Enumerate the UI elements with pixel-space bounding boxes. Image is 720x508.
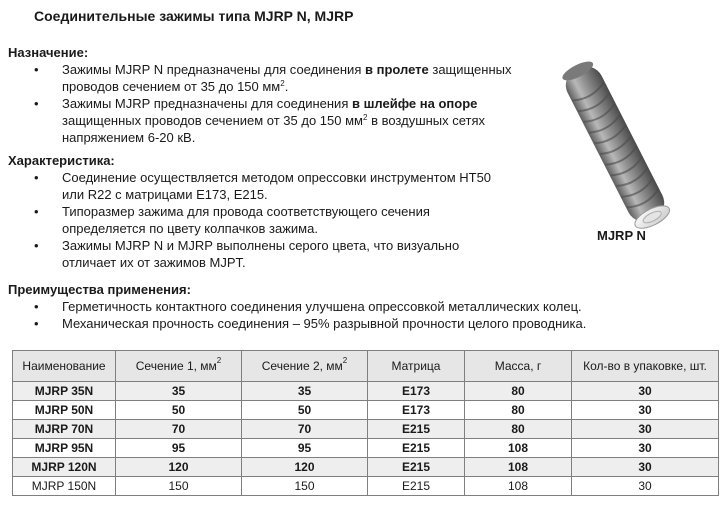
- cell-mass: 108: [465, 439, 572, 458]
- purpose-item-1-post: защищенных проводов сечением от 35 до 150 мм: [62, 62, 512, 94]
- cell-quantity: 30: [572, 382, 719, 401]
- advantages-section: [8, 281, 708, 332]
- header-section-1-sup: 2: [216, 356, 222, 365]
- header-name: Наименование: [13, 351, 116, 382]
- cell-name: MJRP 95N: [13, 439, 116, 458]
- cell-quantity: 30: [572, 458, 719, 477]
- specs-table: [12, 350, 719, 496]
- cell-name: MJRP 70N: [13, 420, 116, 439]
- cell-section-2: 50: [242, 401, 368, 420]
- purpose-item-2-pre: Зажимы MJRP предназначены для соединения: [62, 96, 352, 111]
- header-section-1: [116, 351, 242, 382]
- purpose-item-2-sup: 2: [363, 113, 368, 122]
- characteristics-item-1: • Соединение осуществляется методом опрессовки инструментом HT50 или R22 с матрицами E173, E215.: [8, 169, 513, 203]
- header-section-2-sup: 2: [342, 356, 348, 365]
- purpose-item-2-bold: в шлейфе на опоре: [351, 96, 478, 111]
- image-caption: MJRP N: [597, 228, 646, 243]
- connector-illustration: [510, 52, 720, 237]
- cell-section-2: 95: [242, 439, 368, 458]
- cell-section-2: 120: [242, 458, 368, 477]
- cell-quantity: 30: [572, 420, 719, 439]
- advantages-item-1: • Герметичность контактного соединения улучшена опрессовкой металлических колец.: [8, 298, 708, 315]
- cell-section-1: 95: [116, 439, 242, 458]
- cell-mass: 108: [465, 458, 572, 477]
- characteristics-item-3: • Зажимы MJRP N и MJRP выполнены серого цвета, что визуально отличает их от зажимов MJPT.: [8, 237, 513, 271]
- purpose-item-2: [8, 95, 513, 146]
- header-section-2-label: Сечение 2, мм: [261, 359, 343, 373]
- purpose-item-2-end: в воздушных сетях напряжением 6-20 кВ.: [62, 113, 486, 145]
- cell-section-1: 70: [116, 420, 242, 439]
- purpose-item-1-end: .: [284, 79, 289, 94]
- cell-mass: 80: [465, 382, 572, 401]
- cell-name: MJRP 150N: [13, 477, 116, 496]
- cell-matrix: E173: [368, 382, 465, 401]
- cell-mass: 80: [465, 401, 572, 420]
- product-image: [510, 52, 720, 237]
- cell-matrix: E215: [368, 439, 465, 458]
- cell-matrix: E173: [368, 401, 465, 420]
- purpose-section: [8, 44, 513, 146]
- cell-quantity: 30: [572, 439, 719, 458]
- header-quantity: Кол-во в упаковке, шт.: [572, 351, 719, 382]
- cell-matrix: E215: [368, 458, 465, 477]
- cell-matrix: E215: [368, 420, 465, 439]
- cell-section-1: 35: [116, 382, 242, 401]
- cell-section-2: 150: [242, 477, 368, 496]
- page-title: Соединительные зажимы типа MJRP N, MJRP: [34, 8, 354, 24]
- advantages-heading: Преимущества применения:: [8, 282, 191, 297]
- cell-mass: 80: [465, 420, 572, 439]
- purpose-item-1-bold: в пролете: [364, 62, 429, 77]
- cell-name: MJRP 35N: [13, 382, 116, 401]
- table-row: [13, 420, 719, 439]
- cell-quantity: 30: [572, 477, 719, 496]
- cell-section-1: 50: [116, 401, 242, 420]
- purpose-item-1-sup: 2: [280, 79, 285, 88]
- cell-section-1: 150: [116, 477, 242, 496]
- header-mass: Масса, г: [465, 351, 572, 382]
- characteristics-section: [8, 152, 513, 271]
- header-section-2: [242, 351, 368, 382]
- cell-quantity: 30: [572, 401, 719, 420]
- cell-name: MJRP 50N: [13, 401, 116, 420]
- purpose-list: [8, 61, 513, 146]
- purpose-item-2-post: защищенных проводов сечением от 35 до 150 мм: [62, 113, 363, 128]
- cell-name: MJRP 120N: [13, 458, 116, 477]
- characteristics-list: [8, 169, 513, 271]
- table-row: [13, 477, 719, 496]
- cell-section-1: 120: [116, 458, 242, 477]
- cell-section-2: 70: [242, 420, 368, 439]
- purpose-heading: Назначение:: [8, 45, 89, 60]
- advantages-list: [8, 298, 708, 332]
- purpose-item-1-pre: Зажимы MJRP N предназначены для соединения: [62, 62, 365, 77]
- advantages-item-2: • Механическая прочность соединения – 95% разрывной прочности целого проводника.: [8, 315, 708, 332]
- characteristics-heading: Характеристика:: [8, 153, 115, 168]
- cell-matrix: E215: [368, 477, 465, 496]
- characteristics-item-2: • Типоразмер зажима для провода соответствующего сечения определяется по цвету колпачков зажима.: [8, 203, 513, 237]
- header-section-1-label: Сечение 1, мм: [135, 359, 217, 373]
- table-row: [13, 458, 719, 477]
- purpose-item-1: [8, 61, 513, 95]
- header-matrix: Матрица: [368, 351, 465, 382]
- table-header-row: [13, 351, 719, 382]
- table-row: [13, 439, 719, 458]
- cell-section-2: 35: [242, 382, 368, 401]
- table-row: [13, 382, 719, 401]
- table-row: [13, 401, 719, 420]
- cell-mass: 108: [465, 477, 572, 496]
